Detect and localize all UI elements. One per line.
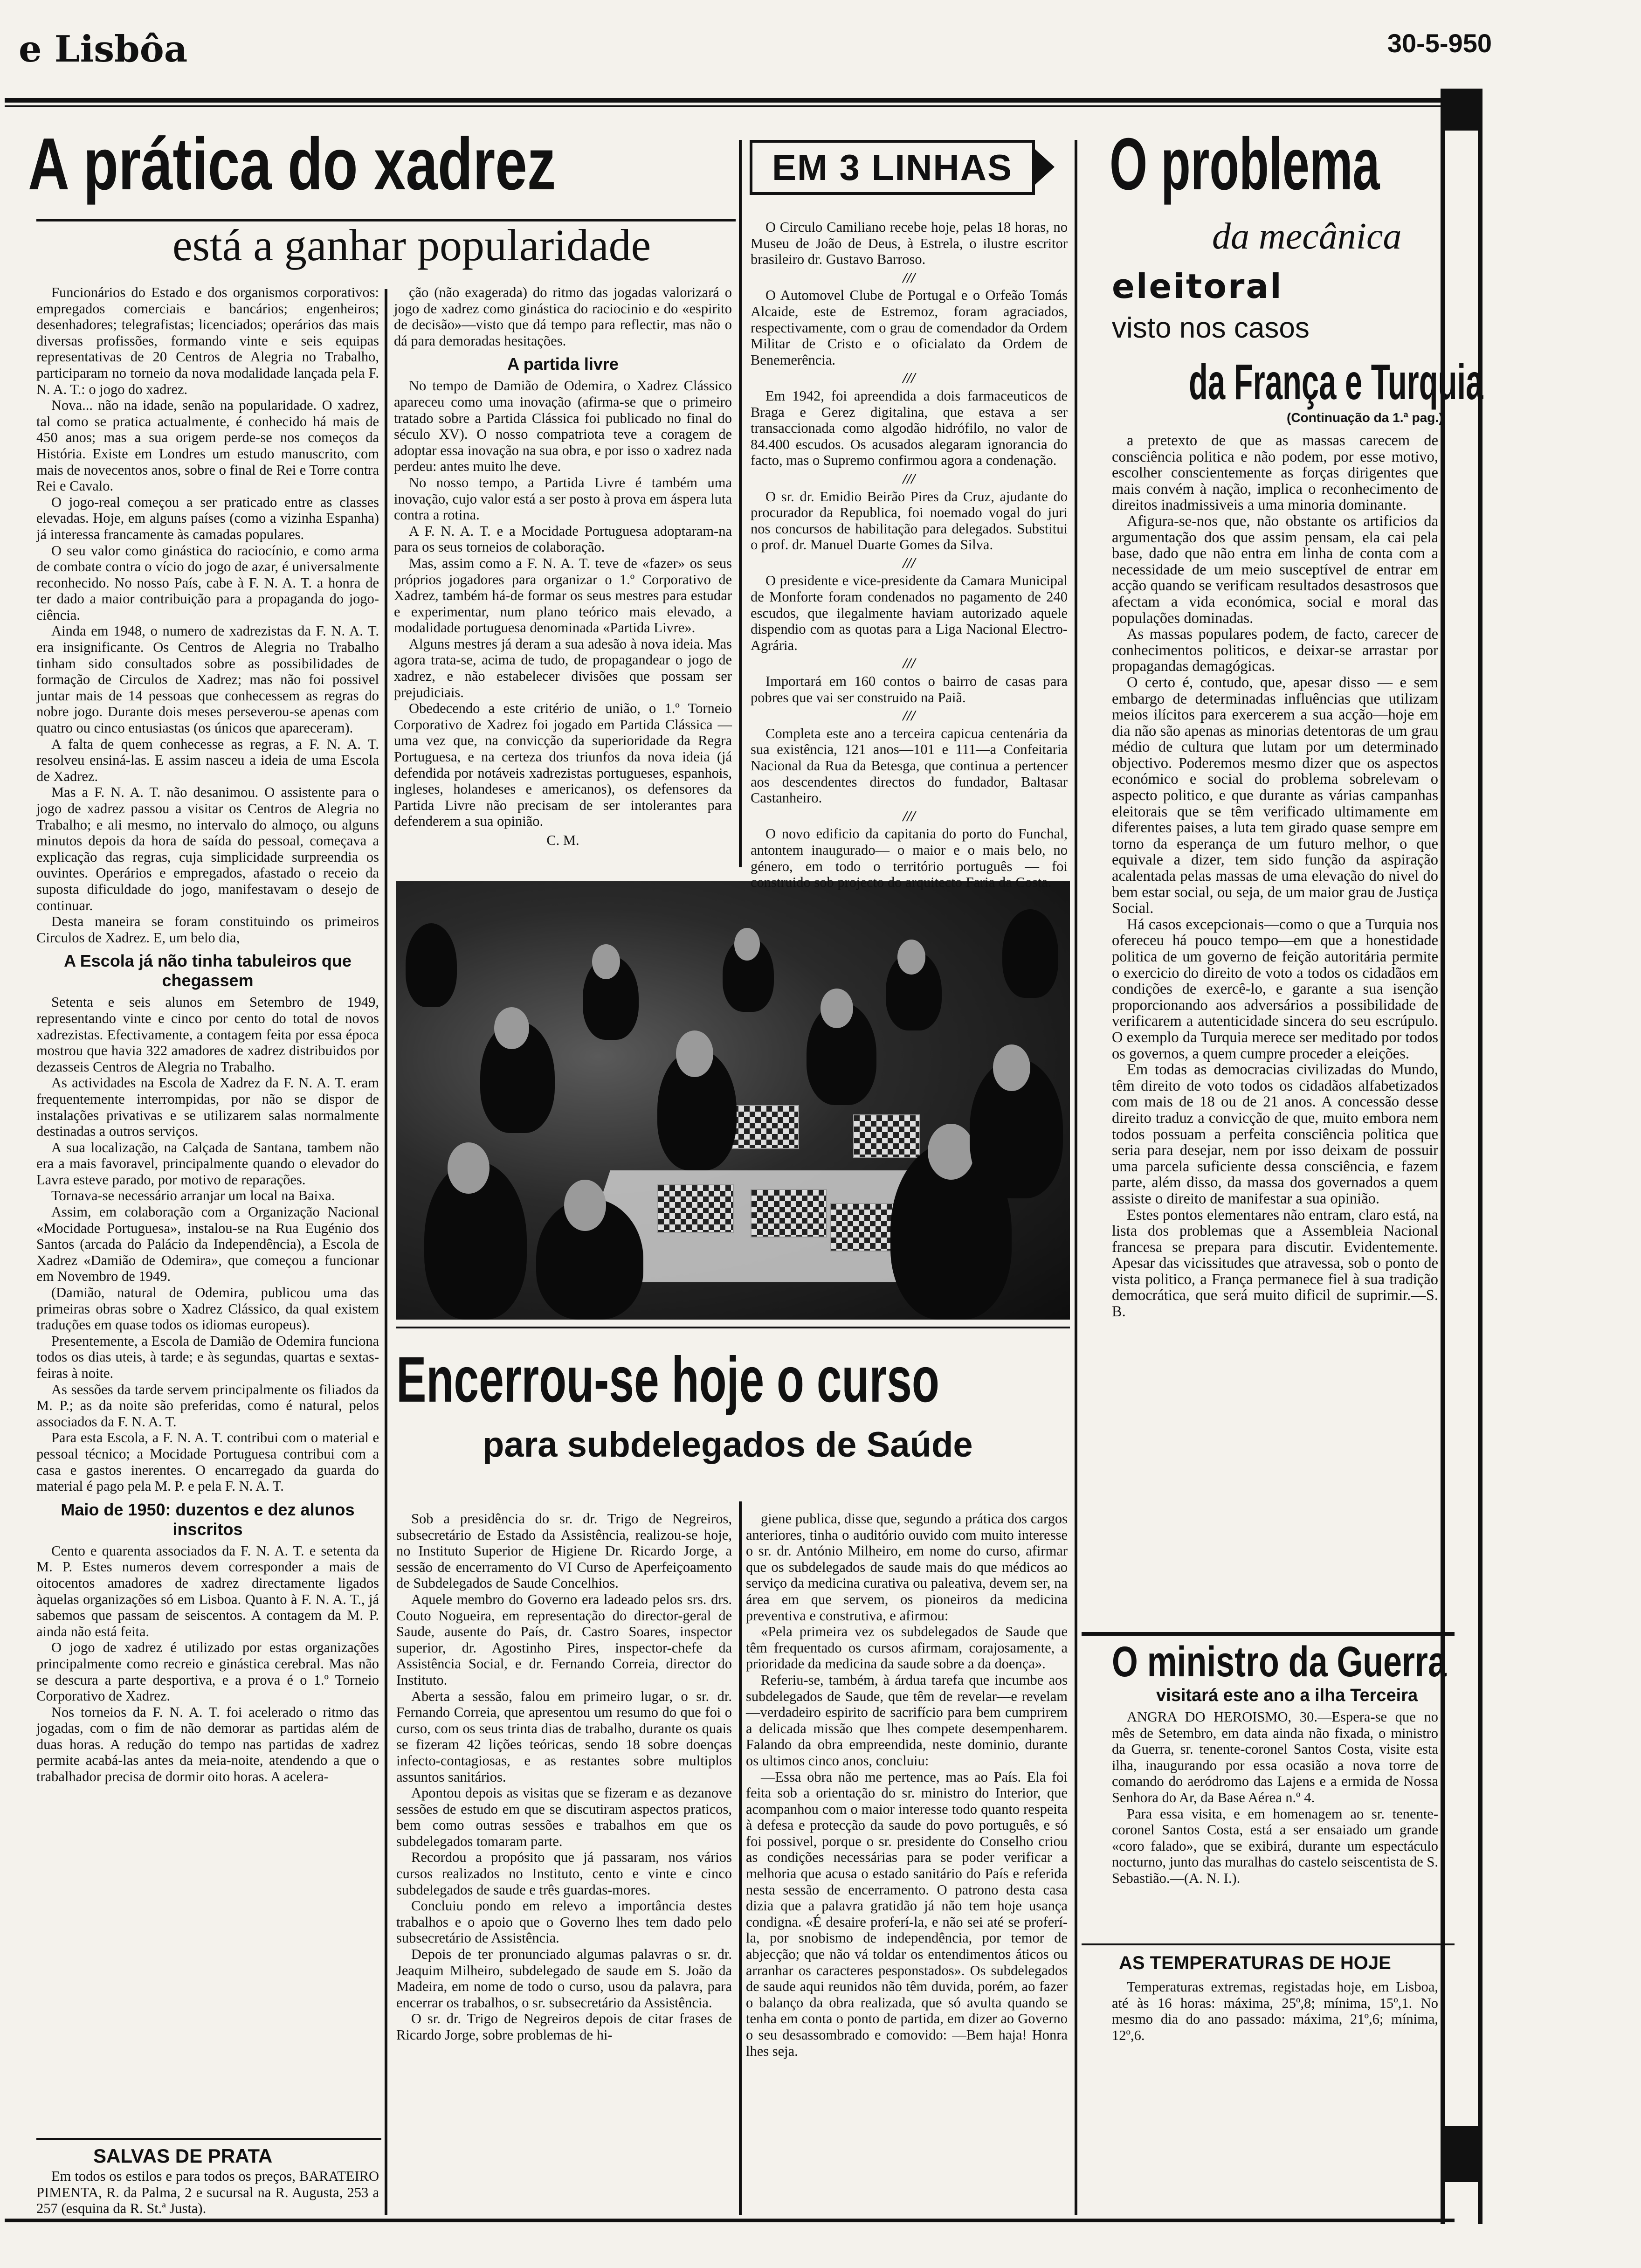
paragraph: Para essa visita, e em homenagem ao sr. tenente-coronel Santos Costa, está a ser ensaiado um grande «coro falado», que se exibirá, durante um espectáculo nocturno, junto das muralhas do castelo seiscentista de S. Sebastião.—(A. N. I.). xyxy=(1112,1805,1438,1886)
paragraph: Funcionários do Estado e dos organismos corporativos: empregados comerciais e bancários; engenheiros; desenhadores; telegrafistas; licenciados; operários das mais diversas profissões, formando vinte e seis equipas representativas de 20 Centros de Alegria no Trabalho, participaram no torneio da nova modalidade lançada pela F. N. A. T.: o jogo do xadrez. xyxy=(36,284,379,397)
curso-subtitle: para subdelegados de Saúde xyxy=(483,1425,973,1465)
guerra-subtitle: visitará este ano a ilha Terceira xyxy=(1156,1686,1418,1705)
bottom-rule xyxy=(5,2219,1455,2222)
paragraph: a pretexto de que as massas carecem de consciência politica e não podem, por esse motivo, escolher conscientemente as forças dirigentes que mais convém à nação, implica o reconhecimento de direitos inadmissiveis a uma minoria dominante. xyxy=(1112,432,1438,514)
top-rule xyxy=(5,98,1455,103)
mecanica-title-4: visto nos casos xyxy=(1112,312,1310,344)
paragraph: Mas a F. N. A. T. não desanimou. O assistente para o jogo de xadrez passou a visitar os Centros de Alegria no Trabalho; e ali mesmo, no intervalo do almoço, ou alguns minutos depois da hora de saída do pessoal, começava a explicação das regras, cuja simplicidade surpreendia os ouvintes. Operários e empregados, afastado o receio da suposta dificuldade do jogo, manifestavam o desejo de continuar. xyxy=(36,784,379,913)
em3-title: EM 3 LINHAS xyxy=(750,140,1035,195)
mecanica-title-5: da França e Turquia xyxy=(1189,353,1483,410)
xadrez-subheading-2: Maio de 1950: duzentos e dez alunos inscritos xyxy=(61,1500,355,1539)
guerra-title: O ministro da Guerra xyxy=(1112,1638,1447,1686)
mecanica-continuation: (Continuação da 1.ª pag.) xyxy=(1287,410,1443,425)
paragraph: Alguns mestres já deram a sua adesão à nova ideia. Mas agora trata-se, acima de tudo, de propagandear o jogo de xadrez, e não estabelecer divisões que possam ser prejudiciais. xyxy=(394,636,732,700)
news-item: Em 1942, foi apreendida a dois farmaceuticos de Braga e Gerez digitalina, que estava a ser transaccionada como algodão hidrófilo, no valor de 84.400 escudos. Os acusados alegaram ignorancia do facto, mas o Supremo confirmou agora a condenação. xyxy=(751,387,1068,469)
curso-title: Encerrou-se hoje o curso xyxy=(396,1344,939,1416)
item-separator: /// xyxy=(903,807,916,824)
item-separator: /// xyxy=(903,470,916,487)
xadrez-subtitle: está a ganhar popularidade xyxy=(172,220,651,270)
paragraph: A F. N. A. T. e a Mocidade Portuguesa adoptaram-na para os seus torneios de colaboração. xyxy=(394,523,732,555)
xadrez-title: A prática do xadrez xyxy=(28,123,556,205)
paragraph: Cento e quarenta associados da F. N. A. T. e setenta da M. P. Estes numeros devem corresponder a mais de oitocentos amadores de xadrez directamente ligados àquelas organizações só em Lisboa. Quanto à F. N. A. T., já sabemos que passam de seiscentos. A contagem da M. P. ainda não está feita. xyxy=(36,1542,379,1639)
paragraph: A sua localização, na Calçada de Santana, tambem não era a mais favoravel, principalmente quando o elevador do Lavra esteve parado, por motivo de reparações. xyxy=(36,1139,379,1188)
item-separator: /// xyxy=(903,369,916,387)
item-separator: /// xyxy=(903,269,916,286)
paragraph: Mas, assim como a F. N. A. T. teve de «fazer» os seus próprios jogadores para organizar o 1.º Corporativo de Xadrez, também há-de formar os seus mestres para estudar e experimentar, num plano teórico mais elevado, a modalidade portuguesa denominada «Partida Livre». xyxy=(394,555,732,636)
paragraph: Aberta a sessão, falou em primeiro lugar, o sr. dr. Fernando Correia, que apresentou um resumo do que foi o curso, com os seus trinta dias de trabalho, durante os quais se fizeram 42 lições teóricas, sendo 18 sobre doenças infecto-contagiosas, e as restantes sobre multiplos assuntos sanitários. xyxy=(396,1688,732,1785)
paragraph: Para esta Escola, a F. N. A. T. contribui com o material e pessoal técnico; a Mocidade Portuguesa contribui com a casa e gastos inerentes. O encarregado da guarda do material é pago pela M. P. e pela F. N. A. T. xyxy=(36,1430,379,1494)
masthead-section: e Lisbôa xyxy=(19,28,188,70)
xadrez-subheading-1: A Escola já não tinha tabuleiros que chegassem xyxy=(64,951,352,990)
curso-column-1 xyxy=(396,1511,732,2215)
paragraph: Desta maneira se foram constituindo os primeiros Circulos de Xadrez. E, um belo dia, xyxy=(36,913,379,946)
paragraph: A falta de quem conhecesse as regras, a F. N. A. T. resolveu ensiná-las. E assim nasceu a ideia de uma Escola de Xadrez. xyxy=(36,736,379,784)
news-item: O sr. dr. Emidio Beirão Pires da Cruz, ajudante do procurador da Republica, foi noemado vogal do juri nos concursos de habilitação para delegados. Substitui o prof. dr. Manuel Duarte Gomes da Silva. xyxy=(751,488,1068,553)
item-separator: /// xyxy=(903,554,916,571)
paragraph: Ainda em 1948, o numero de xadrezistas da F. N. A. T. era insignificante. Os Centros de Alegria no Trabalho tinham sido consultados sobre as possibilidades de formação de Circulos de Xadrez; mas não foi possivel juntar mais de 14 pessoas que conhecessem as regras do nobre jogo. Durante dois meses perseverou-se apenas com quatro ou cinco entusiastas (os únicos que apareceram). xyxy=(36,623,379,736)
paragraph: giene publica, disse que, segundo a prática dos cargos anteriores, tinha o auditório ouvido com muito interesse o sr. dr. António Milheiro, em nome do curso, afirmar que os subdelegados de saude mais do que médicos ao serviço da medicina curativa ou paleativa, devem ser, na área em que servem, os pioneiros da medicina preventiva e construtiva, e afirmou: xyxy=(746,1511,1068,1624)
paragraph: No nosso tempo, a Partida Livre é também uma inovação, cujo valor está a ser posto à prova em áspera luta contra a rotina. xyxy=(394,474,732,523)
xadrez-subheading-3: A partida livre xyxy=(507,354,619,374)
curso-column-2 xyxy=(746,1511,1068,2215)
paragraph: Estes pontos elementares não entram, claro está, na lista dos problemas que a Assembleia Nacional francesa se prepara para discutir. Evidentemente. Apesar das vicissitudes que atravessa, sob o ponto de vista politico, a França permanece fiel à sua tradição democrática, que será muito dificil de suprimir.—S. B. xyxy=(1112,1206,1438,1321)
temperaturas-body: Temperaturas extremas, registadas hoje, em Lisboa, até às 16 horas: máxima, 25º,8; mínima, 15º,1. No mesmo dia do ano passado: máxima, 21º,6; mínima, 12º,6. xyxy=(1112,1979,1438,2043)
xadrez-signature: C. M. xyxy=(546,832,579,848)
paragraph: Afigura-se-nos que, não obstante os artificios da argumentação dos que assim pensam, ela cai pela base, dado que não entra em linha de conta com a necessidade de um meio susceptível de entrar em acção quando se verificam resultados desastrosos que afectam a vida económica, social e moral das populações dominadas. xyxy=(1112,512,1438,627)
em3-column xyxy=(751,219,1068,891)
news-item: O presidente e vice-presidente da Camara Municipal de Monforte foram condenados no pagamento de 240 escudos, que ilegalmente haviam autorizado aquele dispendio com as quotas para a Liga Nacional Electro-Agrária. xyxy=(751,573,1068,653)
paragraph: Sob a presidência do sr. dr. Trigo de Negreiros, subsecretário de Estado da Assistência, realizou-se hoje, no Instituto Superior de Higiene Dr. Ricardo Jorge, a sessão de encerramento do VI Curso de Aperfeiçoamento de Subdelegados de Saude Concelhios. xyxy=(396,1511,732,1591)
top-rule-thin xyxy=(5,105,1455,107)
news-item: Completa este ano a terceira capicua centenária da sua existência, 121 anos—101 e 111—a Confeitaria Nacional da Rua da Betesga, que continua a pertencer aos descendentes directos do fundador, Baltasar Castanheiro. xyxy=(751,725,1068,806)
xadrez-column-1 xyxy=(36,284,379,2215)
item-separator: /// xyxy=(903,707,916,724)
column-rule xyxy=(1075,140,1077,2215)
paragraph: Nova... não na idade, senão na popularidade. O xadrez, tal como se pratica actualmente, é conhecido há mais de 450 anos; mas a sua origem perde-se nos começos da História. Existe em Londres um estudo manuscrito, com mais de novecentos anos, sobre o final de Rei e Torre contra Rei e Cavalo. xyxy=(36,397,379,494)
paragraph: ANGRA DO HEROISMO, 30.—Espera-se que no mês de Setembro, em data ainda não fixada, o ministro da Guerra, sr. tenente-coronel Santos Costa, visite esta ilha, inaugurando por essa ocasião a nova torre de comando do aeródromo das Lajens e a ermida de Nossa Senhora do Ar, da Base Aérea n.º 4. xyxy=(1112,1709,1438,1805)
paragraph: (Damião, natural de Odemira, publicou uma das primeiras obras sobre o Xadrez Clássico, da qual existem traduções em quase todos os idiomas europeus). xyxy=(36,1285,379,1333)
salvas-body: Em todos os estilos e para todos os preços, BARATEIRO PIMENTA, R. da Palma, 2 e sucursal na R. Augusta, 253 a 257 (esquina da R. St.ª Justa). xyxy=(36,2168,379,2217)
news-item: O novo edificio da capitania do porto do Funchal, antontem inaugurado— o maior e o mais belo, no género, em todo o território português — foi construido sob projecto do arquitecto Faria da Costa. xyxy=(751,826,1068,891)
column-rule xyxy=(739,140,742,867)
paragraph: —Essa obra não me pertence, mas ao País. Ela foi feita sob a orientação do sr. ministro do Interior, que acompanhou com o maior interesse todo quanto respeita à defesa e protecção da saude do povo português, e só foi possivel, porque o sr. presidente do Conselho criou as condições necessárias para se poder verificar a melhoria que acusa o estado sanitário do País e referida nesta sessão de encerramento. O patrono desta casa dizia que a palavra gratidão já não tem hoje usança condigna. «É desaire proferí-la, e não sei até se proferí-la, por snobismo de independência, por temor de abjecção; que não vá toldar os entendimentos áticos ou arranhar os caracteres pesponstados». Os subdelegados de saude aqui reunidos não têm duvida, porém, ao fazer o balanço da obra realizada, que só avulta quando se tenha em conta o ponto de partida, em dizer ao Governo o seu desassombrado e comovido: —Bem haja! Honra lhes seja. xyxy=(746,1769,1068,2059)
paragraph: As actividades na Escola de Xadrez da F. N. A. T. eram frequentemente interrompidas, por não se dispor de instalações privativas e se utilizarem salas normalmente destinadas a outros serviços. xyxy=(36,1075,379,1140)
paragraph: ção (não exagerada) do ritmo das jogadas valorizará o jogo de xadrez como ginástica do raciocinio e do «espirito de decisão»—visto que dá tempo para reflectir, mas não o dá para demoradas hesitações. xyxy=(394,284,732,349)
news-item: O Automovel Clube de Portugal e o Orfeão Tomás Alcaide, este de Estremoz, foram agraciados, respectivamente, com o grau de comendador da Ordem Militar de Cristo e o oficialato da Ordem de Benemerência. xyxy=(751,287,1068,368)
column-rule xyxy=(385,289,387,2215)
mecanica-title-3: eleitoral xyxy=(1112,267,1283,306)
paragraph: «Pela primeira vez os subdelegados de Saude que têm frequentado os cursos afirmam, corajosamente, a prioridade da medicina da saude sobre a da doença». xyxy=(746,1624,1068,1672)
paragraph: O jogo-real começou a ser praticado entre as classes elevadas. Hoje, em alguns países (como a vizinha Espanha) já interessa francamente às camadas populares. xyxy=(36,494,379,542)
mecanica-body xyxy=(1112,433,1438,1626)
paragraph: Concluiu pondo em relevo a importância destes trabalhos e o apoio que o Governo lhes tem dado pelo subsecretário de Assistência. xyxy=(396,1898,732,1946)
paragraph: O certo é, contudo, que, apesar disso — e sem embargo de determinadas influências que utilizam meios ilícitos para exercerem a sua acção—hoje em dia não são apenas as minorias detentoras de um grau médio de cultura que lutam por um determinado objectivo. Poderemos mesmo dizer que os aspectos económico e social do problema sobrelevam o aspecto politico, e que durante as várias campanhas eleitorais que se têm verificado ultimamente em diferentes paises, a luta tem girado quase sempre em torno da esperança de um futuro melhor, o que equivale a dizer, tem sido função da aspiração acalentada pelas massas de uma elevação do nivel do bem estar social, ou seja, de um maior grau de Justiça Social. xyxy=(1112,674,1438,917)
paragraph: As sessões da tarde servem principalmente os filiados da M. P.; as da noite são preferidas, como é natural, pelos associados da F. N. A. T. xyxy=(36,1381,379,1430)
temperaturas-title: AS TEMPERATURAS DE HOJE xyxy=(1119,1953,1391,1973)
news-item: O Circulo Camiliano recebe hoje, pelas 18 horas, no Museu de João de Deus, à Estrela, o ilustre escritor brasileiro dr. Gustavo Barroso. xyxy=(751,219,1068,268)
paragraph: Aquele membro do Governo era ladeado pelos srs. drs. Couto Nogueira, em representação do director-geral de Saude, ausente do País, dr. Castro Soares, inspector superior, dr. Agostinho Pires, inspector-chefe da Assistência Social, e dr. Fernando Correia, director do Instituto. xyxy=(396,1591,732,1688)
paragraph: Em todas as democracias civilizadas do Mundo, têm direito de voto todos os cidadãos alfabetizados com mais de 18 ou de 21 anos. A concessão desse direito traduz a convicção de que, muito embora nem todos possuam a perfeita consciência politica que seria para desejar, nem por isso deixam de possuir uma parcela suficiente dessa consciência, e fazem parte, além disso, da massa dos governados a quem assiste o direito de manifestar a sua opinião. xyxy=(1112,1061,1438,1207)
item-separator: /// xyxy=(903,655,916,672)
chess-photo xyxy=(396,881,1070,1320)
xadrez-column-2 xyxy=(394,284,732,881)
mecanica-title-2: da mecânica xyxy=(1212,216,1402,257)
paragraph: Recordou a propósito que já passaram, nos vários cursos realizados no Instituto, cento e vinte e cinco subdelegados de saude e três guardas-mores. xyxy=(396,1849,732,1898)
paragraph: Setenta e seis alunos em Setembro de 1949, representando vinte e cinco por cento do total de novos xadrezistas. Efectivamente, a contagem feita por essa época mostrou que havia 322 amadores de xadrez distribuidos por dezasseis Centros de Alegria no Trabalho. xyxy=(36,994,379,1075)
salvas-title: SALVAS DE PRATA xyxy=(93,2145,273,2167)
em3-arrow-icon xyxy=(1034,148,1055,186)
paragraph: Apontou depois as visitas que se fizeram e as dezanove sessões de estudo em que se discutiram aspectos praticos, bem como outras sessões e trabalhos em que os subdelegados tomaram parte. xyxy=(396,1785,732,1849)
paragraph: Obedecendo a este critério de união, o 1.º Torneio Corporativo de Xadrez foi jogado em Partida Clássica — uma vez que, na convicção da superioridade da Regra Portuguesa, e na certeza dos triunfos da nova ideia (já defendida por notáveis xadrezistas portugueses, espanhois, ingleses, holandeses e americanos), os defensores da Partida Livre não precisam de ser intolerantes para defenderem a sua opinião. xyxy=(394,700,732,830)
guerra-body xyxy=(1112,1709,1438,1951)
paragraph: Há casos excepcionais—como o que a Turquia nos ofereceu há pouco tempo—em que a honestidade politica de um governo de feição autoritária permite o exercicio do direito de voto a todos os cidadãos em condições de exercê-lo, e garante a sua isenção proporcionando aos adversários a possibilidade de verificarem a autenticidade sincera do seu escrúpulo. O exemplo da Turquia merece ser meditado por todos os governos, a quem cumpre proceder a eleições. xyxy=(1112,916,1438,1062)
paragraph: Presentemente, a Escola de Damião de Odemira funciona todos os dias uteis, à tarde; e às segundas, quartas e sextas-feiras à noite. xyxy=(36,1333,379,1381)
paragraph: As massas populares podem, de facto, carecer de conhecimentos politicos, e deixar-se arrastar por propagandas demagógicas. xyxy=(1112,626,1438,675)
page-date: 30-5-950 xyxy=(1387,28,1492,58)
paragraph: Tornava-se necessário arranjar um local na Baixa. xyxy=(51,1188,335,1204)
paragraph: No tempo de Damião de Odemira, o Xadrez Clássico apareceu como uma inovação (afirma-se que o primeiro tratado sobre a Partida Clássica foi publicado no final do século XV). O nosso compatriota teve a coragem de adoptar essa inovação na sua obra, e por isso o xadrez nada perdeu: antes muito lhe deve. xyxy=(394,378,732,475)
mecanica-title-1: O problema xyxy=(1110,123,1380,205)
paragraph: Assim, em colaboração com a Organização Nacional «Mocidade Portuguesa», instalou-se na Rua Eugénio dos Santos (arcada do Palácio da Independência), a Escola de Xadrez «Damião de Odemira», que começou a funcionar em Novembro de 1949. xyxy=(36,1204,379,1285)
paragraph: Depois de ter pronunciado algumas palavras o sr. dr. Jeaquim Milheiro, subdelegado de saude em S. João da Madeira, em nome de todo o curso, usou da palavra, para encerrar os trabalhos, o sr. subsecretário da Assistência. xyxy=(396,1946,732,2011)
news-item: Importará em 160 contos o bairro de casas para pobres que vai ser construido na Paiã. xyxy=(751,673,1068,705)
paragraph: O seu valor como ginástica do raciocínio, e como arma de combate contra o vício do jogo de azar, é universalmente reconhecido. No nosso País, cabe à F. N. A. T. a honra de ter dado a maior contribuição para a propaganda do jogo-ciência. xyxy=(36,542,379,623)
paragraph: O jogo de xadrez é utilizado por estas organizações principalmente como recreio e ginástica cerebral. Mas não se descura a parte desportiva, e a prova é o 1.º Torneio Corporativo de Xadrez. xyxy=(36,1639,379,1704)
paragraph: Referiu-se, também, à árdua tarefa que incumbe aos subdelegados de Saude, que têm de revelar—e revelam—verdadeiro espirito de sacrifício para bem cumprirem a delicada missão que lhes compete desempenharem. Falando da obra empreendida, neste dominio, durante os ultimos cinco anos, concluiu: xyxy=(746,1672,1068,1769)
paragraph: O sr. dr. Trigo de Negreiros depois de citar frases de Ricardo Jorge, sobre problemas de hi- xyxy=(396,2011,732,2043)
column-rule xyxy=(739,1501,742,2215)
paragraph: Nos torneios da F. N. A. T. foi acelerado o ritmo das jogadas, com o fim de não demorar as partidas além de duas horas. A redução do tempo nas partidas de xadrez permite acabá-las antes da meia-noite, atendendo a que o trabalhador precisa de dormir oito horas. A acelera- xyxy=(36,1704,379,1785)
